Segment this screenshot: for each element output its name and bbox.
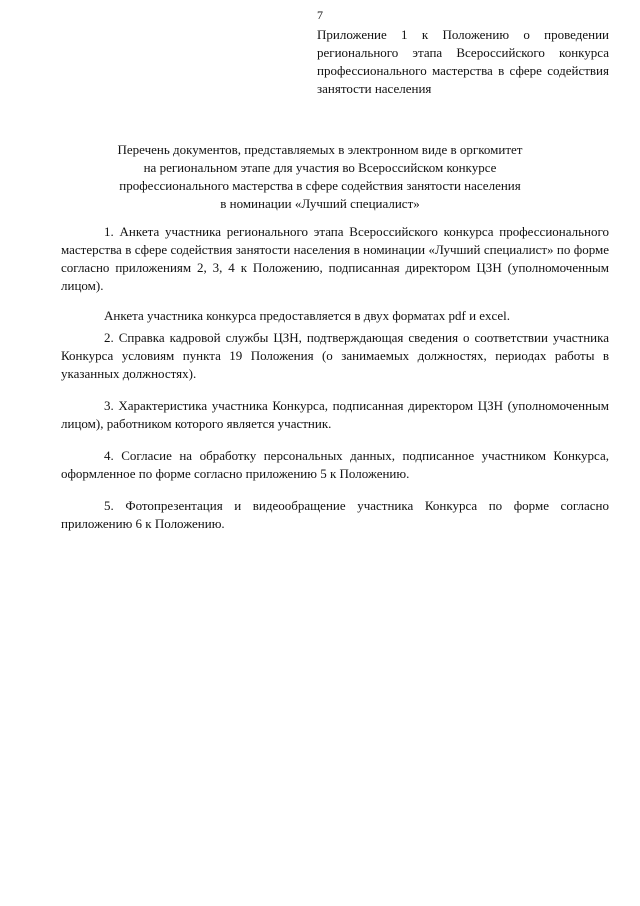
paragraph-item-5: 5. Фотопрезентация и видеообращение участника Конкурса по форме согласно приложению 6 к Положению. xyxy=(61,498,609,531)
paragraph-item-3: 3. Характеристика участника Конкурса, подписанная директором ЦЗН (уполномоченным лицом), работником которого является участник. xyxy=(61,398,609,431)
page-number: 7 xyxy=(317,8,323,22)
paragraph-item-2: 2. Справка кадровой службы ЦЗН, подтверждающая сведения о соответствии участника Конкурса условиям пункта 19 Положения (о занимаемых должностях, периодах работы в указанных должностях). xyxy=(61,330,609,381)
paragraph-item-1-note: Анкета участника конкурса предоставляется в двух форматах pdf и excel. xyxy=(104,308,510,323)
title-line: профессионального мастерства в сфере содействия занятости населения xyxy=(119,178,521,193)
title-line: Перечень документов, представляемых в электронном виде в оргкомитет xyxy=(117,142,523,157)
document-body xyxy=(61,223,609,533)
title-line: на региональном этапе для участия во Всероссийском конкурсе xyxy=(143,160,497,175)
document-title xyxy=(60,141,580,213)
paragraph-item-1: 1. Анкета участника регионального этапа Всероссийского конкурса профессионального мастерства в сфере содействия занятости населения в номинации «Лучший специалист» по форме согласно приложениям 2, 3, 4 к Положению, подписанная директором ЦЗН (уполномоченным лицом). xyxy=(61,224,609,293)
appendix-note: Приложение 1 к Положению о проведении регионального этапа Всероссийского конкурса профессионального мастерства в сфере содействия занятости населения xyxy=(317,27,609,96)
paragraph-item-4: 4. Согласие на обработку персональных данных, подписанное участником Конкурса, оформленное по форме согласно приложению 5 к Положению. xyxy=(61,448,609,481)
title-line: в номинации «Лучший специалист» xyxy=(220,196,420,211)
